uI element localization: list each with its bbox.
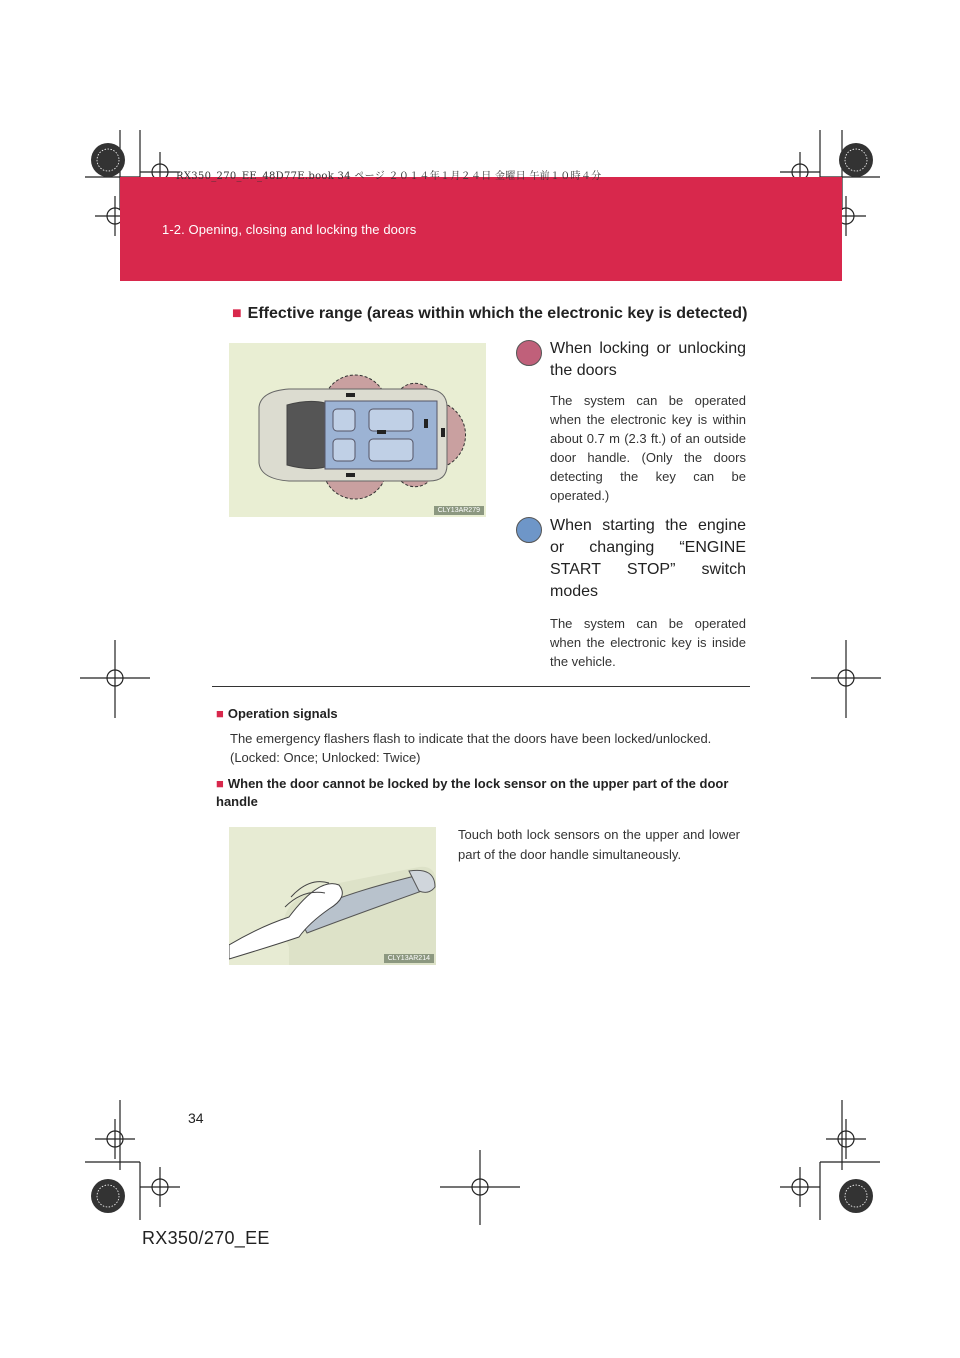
page-heading [232,305,747,323]
model-code: RX350/270_EE [142,1228,270,1248]
range-item-body: The system can be operated when the electronic key is inside the vehicle. [550,616,746,669]
square-bullet-icon: ■ [216,706,224,721]
door-caption: Touch both lock sensors on the upper and lower part of the door handle simultaneously. [458,827,740,862]
note-title: When the door cannot be locked by the lock sensor on the upper part of the door handle [216,776,729,809]
door-handle-figure [229,827,436,965]
lock-range-circle-icon [516,340,542,366]
square-bullet-icon: ■ [232,305,242,322]
door-handle-illustration [229,827,436,965]
square-bullet-icon: ■ [216,776,224,791]
note-heading [216,775,746,811]
interior-range-circle-icon [516,517,542,543]
note-body: The emergency flashers flash to indicate that the doors have been locked/unlocked. (Locked: Once; Unlocked: Twice) [230,731,712,765]
heading-text: Effective range (areas within which the electronic key is detected) [247,305,748,322]
note-title: Operation signals [227,706,338,721]
note-heading [216,705,338,723]
range-item-title: When starting the engine or changing “ENGINE START STOP” switch modes [550,517,746,600]
print-info: RX350_270_EE_48D77E.book 34 ページ ２０１４年１月２４日 金曜日 午前１０時４分 [176,171,602,182]
figure-code: CLY13AR214 [384,954,434,963]
section-title: 1-2. Opening, closing and locking the doors [162,222,417,237]
figure-code: CLY13AR279 [434,506,484,515]
section-divider [212,686,750,687]
range-item-body: The system can be operated when the electronic key is within about 0.7 m (2.3 ft.) of an outside door handle. (Only the doors detecting the key can be operated.) [550,393,746,503]
car-top-view-illustration [229,343,486,517]
page-number: 34 [188,1110,204,1126]
range-item-title: When locking or unlocking the doors [550,340,746,379]
car-range-figure [229,343,486,517]
